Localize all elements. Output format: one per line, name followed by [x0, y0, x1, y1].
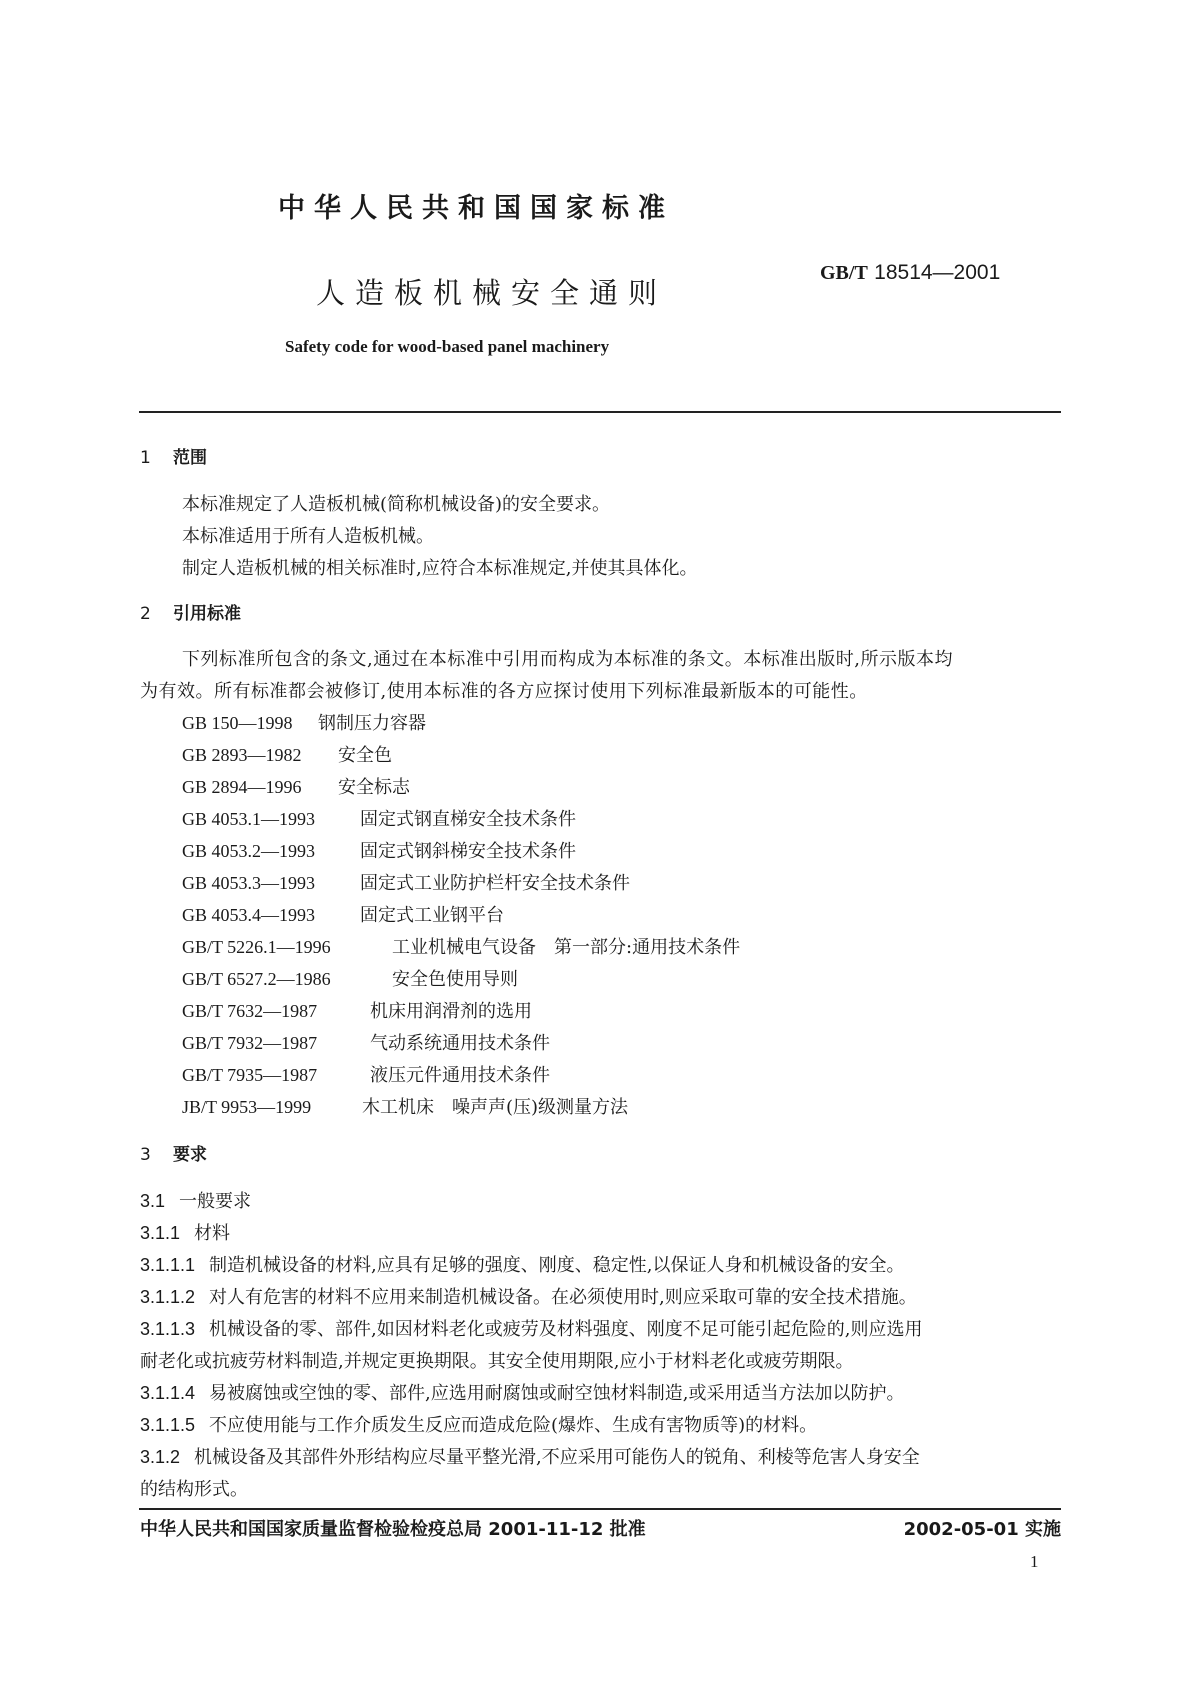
footer-rule [139, 1508, 1061, 1510]
reference-name: 工业机械电气设备 第一部分:通用技术条件 [392, 937, 741, 958]
reference-code: JB/T 9953—1999 [182, 1097, 312, 1117]
reference-code: GB/T 7935—1987 [182, 1065, 318, 1085]
reference-item [182, 997, 532, 1023]
scope-paragraph: 本标准适用于所有人造板机械。 [182, 526, 434, 547]
reference-name: 安全色 [338, 745, 392, 766]
clause-number: 3.1.1.1 [140, 1255, 196, 1275]
clause-text: 不应使用能与工作介质发生反应而造成危险(爆炸、生成有害物质等)的材料。 [209, 1415, 818, 1436]
reference-item [182, 901, 504, 927]
reference-name: 木工机床 噪声声(压)级测量方法 [362, 1097, 629, 1118]
clause-line [140, 1219, 230, 1245]
standard-code [820, 260, 1000, 285]
clause-text: 的结构形式。 [140, 1479, 248, 1500]
clause-number: 3.1.1.2 [140, 1287, 196, 1307]
clause-text: 耐老化或抗疲劳材料制造,并规定更换期限。其安全使用期限,应小于材料老化或疲劳期限。 [140, 1351, 854, 1372]
reference-name: 固定式钢斜梯安全技术条件 [360, 841, 576, 862]
scope-paragraph: 本标准规定了人造板机械(简称机械设备)的安全要求。 [182, 494, 611, 515]
clause-line [140, 1251, 905, 1277]
standard-title-cn: 人造板机械安全通则 [316, 276, 668, 310]
clause-text: 机械设备及其部件外形结构应尽量平整光滑,不应采用可能伤人的锐角、利棱等危害人身安全 [194, 1447, 920, 1468]
reference-name: 钢制压力容器 [318, 713, 426, 734]
reference-item [182, 709, 426, 735]
clause-number: 3.1.1.4 [140, 1383, 196, 1403]
clause-number: 3.1.1.5 [140, 1415, 196, 1435]
reference-item [182, 1061, 550, 1087]
standard-title-en: Safety code for wood-based panel machinery [285, 337, 610, 356]
header-rule [139, 411, 1061, 413]
section-heading-scope [140, 443, 207, 468]
reference-item [182, 741, 392, 767]
references-intro: 下列标准所包含的条文,通过在本标准中引用而构成为本标准的条文。本标准出版时,所示版本均 [182, 649, 953, 670]
reference-item [182, 805, 576, 831]
reference-code: GB 2894—1996 [182, 777, 302, 797]
reference-code: GB 4053.2—1993 [182, 841, 316, 861]
code-number: 18514—2001 [874, 261, 1001, 284]
clause-line [140, 1411, 817, 1437]
clause-text: 对人有危害的材料不应用来制造机械设备。在必须使用时,则应采取可靠的安全技术措施。 [209, 1287, 917, 1308]
reference-item [182, 933, 740, 959]
reference-name: 固定式钢直梯安全技术条件 [360, 809, 576, 830]
page-number: 1 [1030, 1552, 1039, 1571]
reference-item [182, 869, 630, 895]
reference-code: GB 150—1998 [182, 713, 293, 733]
clause-number: 3.1 [140, 1191, 166, 1211]
clause-line [140, 1379, 905, 1405]
section-title: 引用标准 [173, 604, 241, 624]
reference-item [182, 1029, 550, 1055]
reference-name: 固定式工业钢平台 [360, 905, 504, 926]
code-prefix: GB/T [820, 262, 868, 284]
scope-paragraph: 制定人造板机械的相关标准时,应符合本标准规定,并使其具体化。 [182, 558, 698, 579]
reference-code: GB 4053.1—1993 [182, 809, 316, 829]
references-intro: 为有效。所有标准都会被修订,使用本标准的各方应探讨使用下列标准最新版本的可能性。 [140, 681, 868, 702]
reference-code: GB 2893—1982 [182, 745, 302, 765]
approval-line: 中华人民共和国国家质量监督检验检疫总局 2001-11-12 批准 [140, 1519, 646, 1540]
reference-code: GB/T 7932—1987 [182, 1033, 318, 1053]
clause-number: 3.1.1 [140, 1223, 181, 1243]
reference-name: 固定式工业防护栏杆安全技术条件 [360, 873, 630, 894]
clause-number: 3.1.2 [140, 1447, 181, 1467]
clause-text: 易被腐蚀或空蚀的零、部件,应选用耐腐蚀或耐空蚀材料制造,或采用适当方法加以防护。 [209, 1383, 905, 1404]
section-number: 2 [140, 604, 151, 624]
section-title: 要求 [173, 1145, 207, 1165]
reference-item [182, 965, 518, 991]
reference-code: GB/T 5226.1—1996 [182, 937, 331, 957]
reference-code: GB/T 7632—1987 [182, 1001, 318, 1021]
clause-text: 一般要求 [179, 1191, 252, 1212]
section-number: 1 [140, 448, 151, 468]
clause-line [140, 1283, 917, 1309]
section-heading-references [140, 599, 241, 624]
national-standard-label: 中华人民共和国国家标准 [278, 193, 674, 224]
reference-item [182, 837, 576, 863]
section-number: 3 [140, 1145, 151, 1165]
clause-text: 制造机械设备的材料,应具有足够的强度、刚度、稳定性,以保证人身和机械设备的安全。 [209, 1255, 905, 1276]
reference-item [182, 773, 410, 799]
reference-name: 安全标志 [338, 777, 410, 798]
reference-code: GB 4053.3—1993 [182, 873, 316, 893]
reference-name: 机床用润滑剂的选用 [370, 1001, 532, 1022]
section-heading-requirements [140, 1140, 207, 1165]
reference-name: 液压元件通用技术条件 [370, 1065, 550, 1086]
reference-code: GB 4053.4—1993 [182, 905, 316, 925]
implementation-date: 2002-05-01 实施 [903, 1519, 1061, 1540]
clause-continuation [140, 1347, 853, 1373]
clause-text: 机械设备的零、部件,如因材料老化或疲劳及材料强度、刚度不足可能引起危险的,则应选用 [209, 1319, 923, 1340]
clause-line [140, 1187, 251, 1213]
reference-item [182, 1093, 628, 1119]
reference-name: 安全色使用导则 [392, 969, 518, 990]
clause-text: 材料 [194, 1223, 231, 1244]
clause-continuation [140, 1475, 248, 1501]
reference-name: 气动系统通用技术条件 [370, 1033, 550, 1054]
section-title: 范围 [173, 448, 207, 468]
clause-number: 3.1.1.3 [140, 1319, 196, 1339]
reference-code: GB/T 6527.2—1986 [182, 969, 331, 989]
clause-line [140, 1315, 923, 1341]
clause-line [140, 1443, 920, 1469]
